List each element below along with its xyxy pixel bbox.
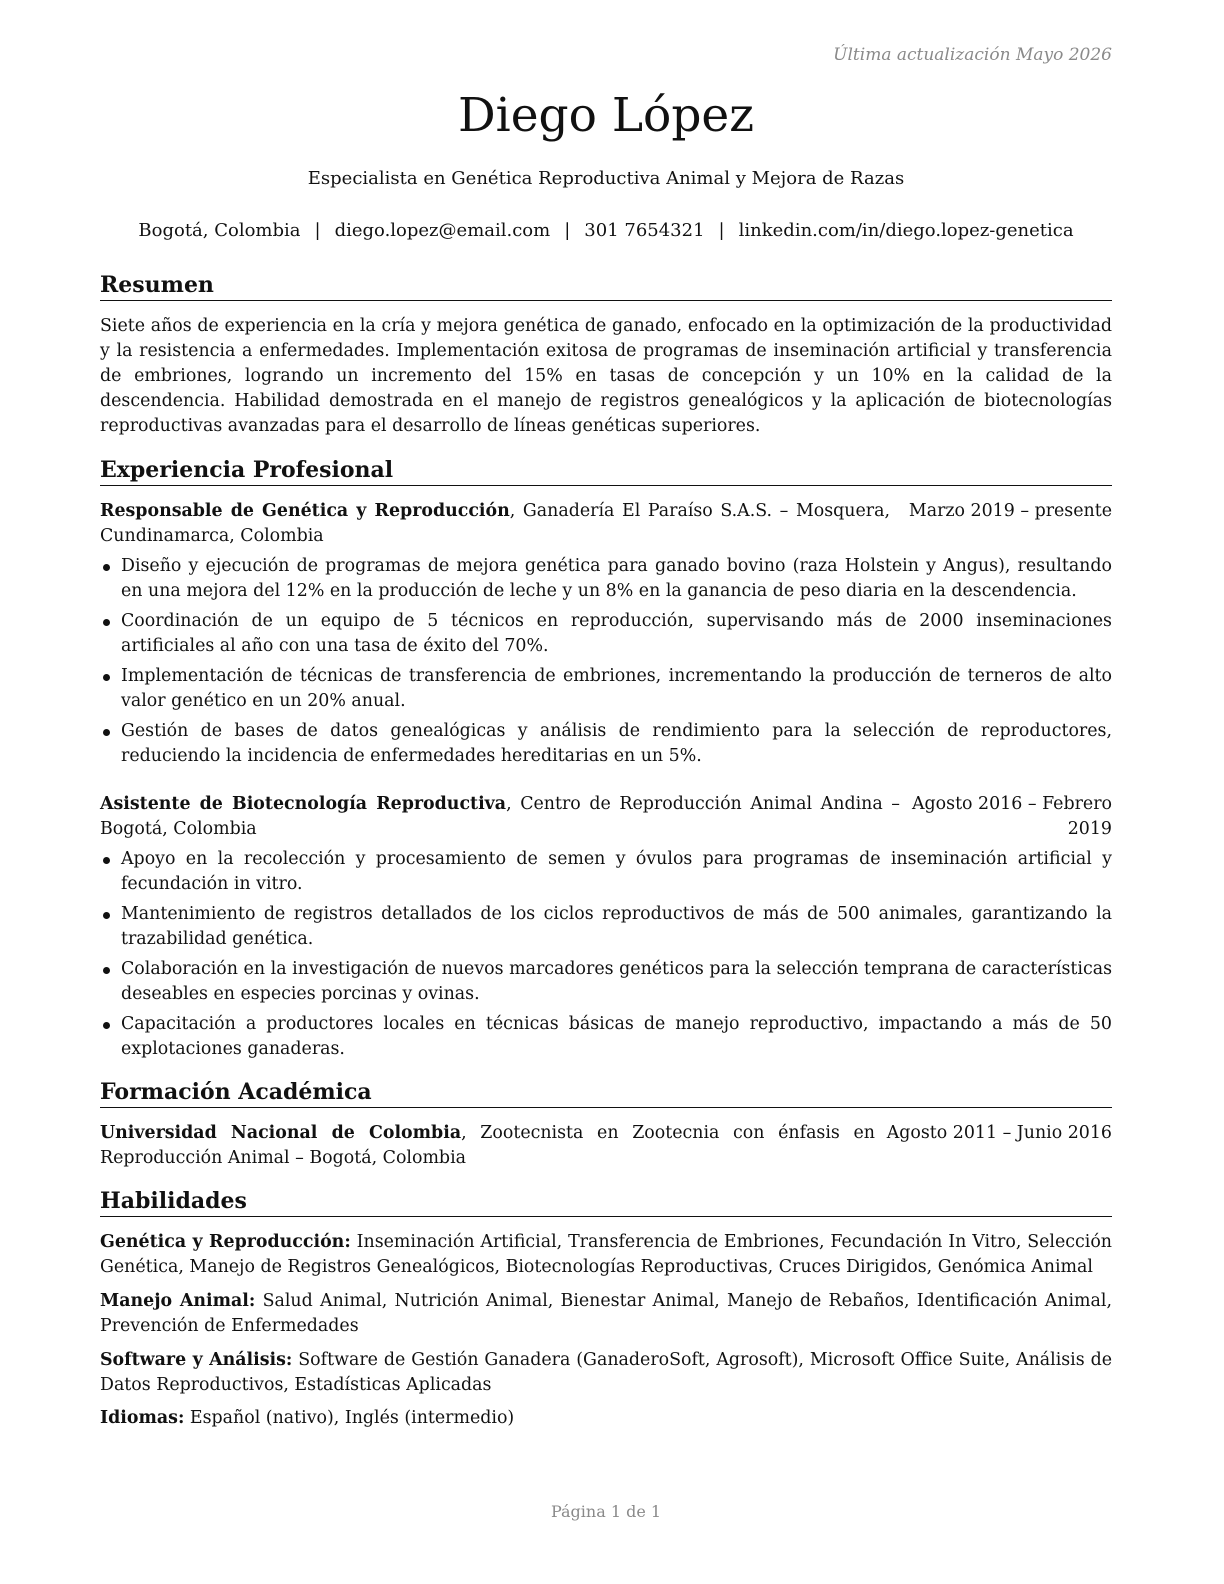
- contact-email[interactable]: diego.lopez@email.com: [334, 220, 551, 241]
- bullet-icon: [103, 857, 110, 864]
- bullet-icon: [103, 967, 110, 974]
- contact-line: [100, 220, 1112, 241]
- skill-group-label: Idiomas:: [100, 1408, 185, 1428]
- bullet-icon: [103, 674, 110, 681]
- bullet-icon: [103, 729, 110, 736]
- education-line: [100, 1121, 875, 1171]
- skill-group-label: Genética y Reproducción:: [100, 1232, 351, 1252]
- contact-location: Bogotá, Colombia: [138, 220, 301, 241]
- job-organization: , Ganadería El Paraíso S.A.S. – Mosquera, Cundinamarca, Colombia: [100, 501, 890, 546]
- section-title-education: Formación Académica: [100, 1078, 1112, 1108]
- section-title-summary: Resumen: [100, 271, 1112, 301]
- job-dates: Marzo 2019 – presente: [908, 501, 1112, 521]
- bullet-text: Colaboración en la investigación de nuevos marcadores genéticos para la selección temprana de características deseables en especies porcinas y ovinas.: [121, 959, 1112, 1004]
- page-number: Página 1 de 1: [550, 1502, 662, 1521]
- skill-group-label: Software y Análisis:: [100, 1350, 293, 1370]
- skill-group-label: Manejo Animal:: [100, 1291, 256, 1311]
- education-entry: [100, 1121, 1112, 1171]
- list-item: [100, 609, 1112, 659]
- list-item: [100, 902, 1112, 952]
- skill-group-text: Software de Gestión Ganadera (GanaderoSoft, Agrosoft), Microsoft Office Suite, Análisis de Datos Reproductivos, Estadísticas Aplicadas: [100, 1350, 1113, 1395]
- list-item: [100, 957, 1112, 1007]
- job-role: Asistente de Biotecnología Reproductiva: [100, 794, 507, 814]
- contact-phone: 301 7654321: [584, 220, 705, 241]
- contact-separator: |: [718, 220, 725, 241]
- job-bullet-list: [100, 554, 1112, 774]
- candidate-name: Diego López: [457, 88, 755, 143]
- bullet-icon: [103, 1022, 110, 1029]
- job-bullet-list: [100, 847, 1112, 1067]
- resume-page: [100, 0, 1112, 1584]
- job-organization: , Centro de Reproducción Animal Andina – Bogotá, Colombia: [100, 794, 901, 839]
- bullet-text: Implementación de técnicas de transferencia de embriones, incrementando la producción de terneros de alto valor genético en un 20% anual.: [121, 666, 1112, 711]
- headline: Especialista en Genética Reproductiva Animal y Mejora de Razas: [307, 168, 905, 189]
- education-degree: , Zootecnista en Zootecnia con énfasis en Reproducción Animal – Bogotá, Colombia: [100, 1123, 876, 1168]
- section-title-skills: Habilidades: [100, 1187, 1112, 1217]
- skill-group: [100, 1230, 1112, 1280]
- contact-separator: |: [564, 220, 571, 241]
- education-school: Universidad Nacional de Colombia: [100, 1123, 462, 1143]
- bullet-text: Capacitación a productores locales en técnicas básicas de manejo reproductivo, impactando a más de 50 explotaciones ganaderas.: [121, 1014, 1112, 1059]
- skill-group: [100, 1289, 1112, 1339]
- skill-group-text: Salud Animal, Nutrición Animal, Bienestar Animal, Manejo de Rebaños, Identificación Animal, Prevención de Enfermedades: [100, 1291, 1112, 1336]
- list-item: [100, 554, 1112, 604]
- list-item: [100, 664, 1112, 714]
- job-role: Responsable de Genética y Reproducción: [100, 501, 510, 521]
- job-header: [100, 499, 1112, 549]
- skill-group: [100, 1348, 1112, 1398]
- list-item: [100, 847, 1112, 897]
- skill-group: [100, 1406, 1112, 1431]
- last-updated: Última actualización Mayo 2026: [833, 45, 1112, 65]
- job-header: [100, 792, 1112, 842]
- list-item: [100, 1012, 1112, 1062]
- bullet-icon: [103, 912, 110, 919]
- bullet-text: Mantenimiento de registros detallados de los ciclos reproductivos de más de 500 animales, garantizando la trazabilidad genética.: [121, 904, 1112, 949]
- contact-linkedin[interactable]: linkedin.com/in/diego.lopez-genetica: [738, 220, 1074, 241]
- job-dates: Agosto 2016 – Febrero 2019: [911, 794, 1112, 839]
- job-title-line: [100, 499, 890, 549]
- job-title-line: [100, 792, 900, 842]
- bullet-text: Gestión de bases de datos genealógicas y análisis de rendimiento para la selección de reproductores, reduciendo la incidencia de enfermedades hereditarias en un 5%.: [121, 721, 1112, 766]
- contact-separator: |: [314, 220, 321, 241]
- bullet-icon: [103, 619, 110, 626]
- skill-group-text: Español (nativo), Inglés (intermedio): [184, 1408, 515, 1428]
- bullet-icon: [103, 564, 110, 571]
- list-item: [100, 719, 1112, 769]
- bullet-text: Diseño y ejecución de programas de mejora genética para ganado bovino (raza Holstein y Angus), resultando en una mejora del 12% en la producción de leche y un 8% en la ganancia de peso diaria en la descendencia.: [121, 556, 1112, 601]
- section-title-experience: Experiencia Profesional: [100, 456, 1112, 486]
- skill-group-text: Inseminación Artificial, Transferencia de Embriones, Fecundación In Vitro, Selección Genética, Manejo de Registros Genealógicos, Biotecnologías Reproductivas, Cruces Dirigidos, Genómica Animal: [100, 1232, 1113, 1277]
- summary-text: Siete años de experiencia en la cría y mejora genética de ganado, enfocado en la optimización de la productividad y la resistencia a enfermedades. Implementación exitosa de programas de inseminación artificial y transferencia de embriones, logrando un incremento del 15% en tasas de concepción y un 10% en la calidad de la descendencia. Habilidad demostrada en el manejo de registros genealógicos y la aplicación de biotecnologías reproductivas avanzadas para el desarrollo de líneas genéticas superiores.: [100, 316, 1112, 436]
- bullet-text: Coordinación de un equipo de 5 técnicos en reproducción, supervisando más de 2000 inseminaciones artificiales al año con una tasa de éxito del 70%.: [121, 611, 1112, 656]
- bullet-text: Apoyo en la recolección y procesamiento de semen y óvulos para programas de inseminación artificial y fecundación in vitro.: [121, 849, 1112, 894]
- education-dates: Agosto 2011 – Junio 2016: [886, 1123, 1112, 1143]
